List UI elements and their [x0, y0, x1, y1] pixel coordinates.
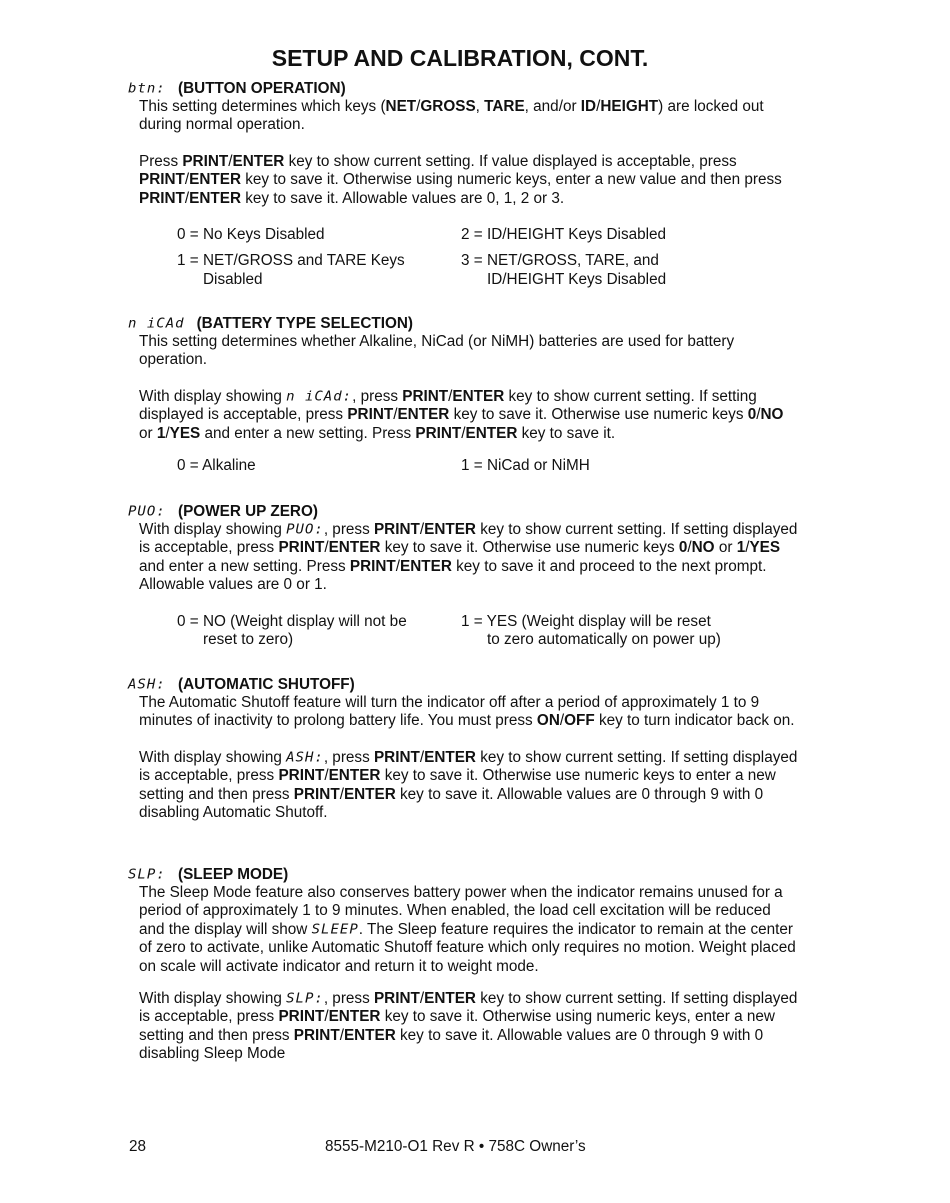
- display-code: SLP:: [286, 991, 324, 1007]
- display-code: SLP:: [128, 867, 166, 883]
- section-automatic-shutoff: [128, 676, 800, 822]
- section-title: (SLEEP MODE): [178, 866, 289, 883]
- section-sleep-mode: [128, 866, 800, 1064]
- display-code: PUO:: [286, 522, 324, 538]
- paragraph: This setting determines which keys (NET/GROSS, TARE, and/or ID/HEIGHT) are locked out during normal operation.: [139, 98, 764, 134]
- values-list: [177, 457, 800, 475]
- display-code: btn:: [128, 81, 166, 97]
- value-option: 1 = NiCad or NiMH: [461, 457, 590, 475]
- paragraph: With display showing PUO:, press PRINT/ENTER key to show current setting. If setting displayed is acceptable, press PRINT/ENTER key to save it. Otherwise use numeric keys 0/NO or 1/YES and enter a new setting. Press PRINT/ENTER key to save it and proceed to the next prompt. Allowable values are 0 or 1.: [139, 521, 798, 594]
- section-heading: [128, 866, 800, 884]
- values-list: [177, 226, 800, 289]
- paragraph: With display showing ASH:, press PRINT/ENTER key to show current setting. If setting displayed is acceptable, press PRINT/ENTER key to save it. Otherwise use numeric keys to enter a new setting and then press PRINT/ENTER key to save it. Allowable values are 0 through 9 with 0 disabling Automatic Shutoff.: [139, 748, 798, 822]
- section-heading: [128, 676, 800, 694]
- display-code: PUO:: [128, 504, 166, 520]
- section-heading: [128, 80, 800, 98]
- display-code: SLEEP: [311, 922, 359, 938]
- paragraph: The Sleep Mode feature also conserves battery power when the indicator remains unused for a period of approximately 1 to 9 minutes. When enabled, the load cell excitation will be reduced and the display will show SLEEP. The Sleep feature requires the indicator to remain at the center of zero to activate, unlike Automatic Shutoff feature which only requires no motion. Weight placed on scale will activate indicator and return it to weight mode.: [139, 884, 796, 975]
- page-number: 28: [129, 1138, 147, 1155]
- display-code: n iCAd: [128, 316, 185, 332]
- values-list: [177, 613, 800, 650]
- display-code: n iCAd:: [286, 389, 353, 405]
- display-code: ASH:: [128, 677, 166, 693]
- section-title: (AUTOMATIC SHUTOFF): [178, 676, 355, 693]
- value-option: 0 = No Keys Disabled: [177, 226, 325, 244]
- value-option: 3 = NET/GROSS, TARE, and ID/HEIGHT Keys Disabled: [461, 252, 667, 288]
- section-power-up-zero: [128, 503, 800, 649]
- section-title: (POWER UP ZERO): [178, 503, 318, 520]
- value-option: 2 = ID/HEIGHT Keys Disabled: [461, 226, 667, 244]
- value-option: 0 = NO (Weight display will not be reset to zero): [177, 612, 407, 649]
- paragraph: This setting determines whether Alkaline, NiCad (or NiMH) batteries are used for battery operation.: [139, 333, 735, 369]
- page-title: SETUP AND CALIBRATION, CONT.: [271, 45, 649, 71]
- paragraph: The Automatic Shutoff feature will turn the indicator off after a period of approximately 1 to 9 minutes of inactivity to prolong battery life. You must press ON/OFF key to turn indicator back on.: [139, 694, 795, 730]
- section-heading: [128, 315, 800, 333]
- paragraph: With display showing n iCAd:, press PRINT/ENTER key to show current setting. If setting displayed is acceptable, press PRINT/ENTER key to save it. Otherwise use numeric keys 0/NO or 1/YES and enter a new setting. Press PRINT/ENTER key to save it.: [139, 387, 784, 442]
- value-option: 1 = YES (Weight display will be reset to zero automatically on power up): [461, 612, 721, 649]
- display-code: ASH:: [286, 750, 324, 766]
- section-heading: [128, 503, 800, 521]
- value-option: 1 = NET/GROSS and TARE Keys Disabled: [177, 252, 405, 288]
- paragraph: Press PRINT/ENTER key to show current setting. If value displayed is acceptable, press PRINT/ENTER key to save it. Otherwise using numeric keys, enter a new value and then press PRINT/ENTER key to save it. Allowable values are 0, 1, 2 or 3.: [139, 152, 782, 207]
- value-option: 0 = Alkaline: [177, 457, 256, 475]
- section-title: (BATTERY TYPE SELECTION): [196, 315, 414, 332]
- section-battery-type: [128, 315, 800, 475]
- footer-doc-id: 8555-M210-O1 Rev R • 758C Owner’s: [325, 1138, 586, 1155]
- section-title: (BUTTON OPERATION): [178, 80, 346, 97]
- section-button-operation: [128, 80, 800, 289]
- paragraph: With display showing SLP:, press PRINT/ENTER key to show current setting. If setting displayed is acceptable, press PRINT/ENTER key to save it. Otherwise using numeric keys, enter a new setting and then press PRINT/ENTER key to save it. Allowable values are 0 through 9 with 0 disabling Sleep Mode: [139, 990, 798, 1063]
